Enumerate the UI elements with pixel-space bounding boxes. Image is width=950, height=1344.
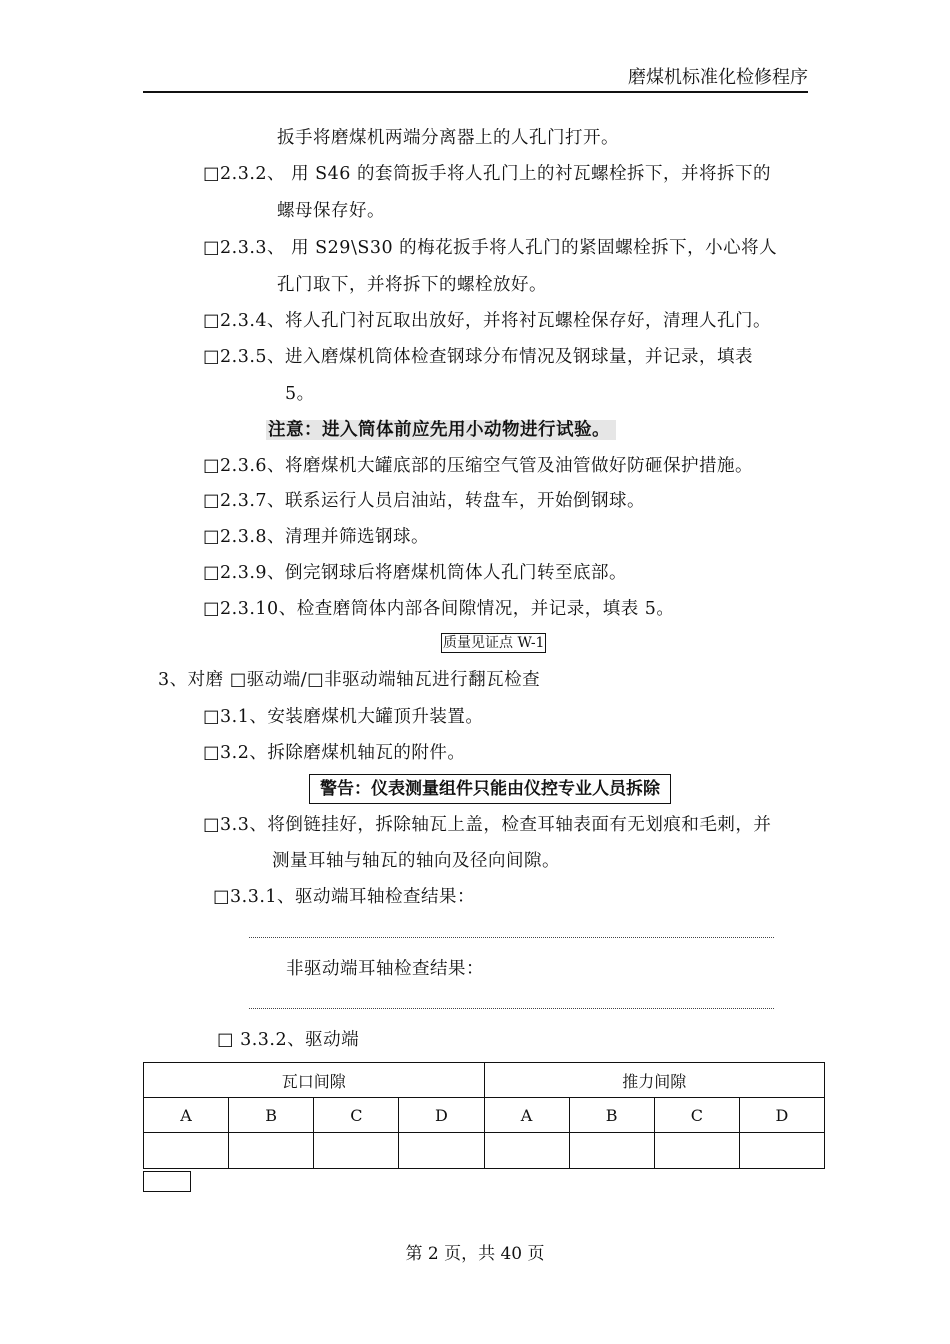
note-highlight: 注意：进入筒体前应先用小动物进行试验。 <box>266 420 616 440</box>
col-header: C <box>314 1098 399 1133</box>
header-rule <box>143 91 808 93</box>
small-box <box>143 1171 191 1192</box>
step-2-3-2-cont: 螺母保存好。 <box>277 201 385 221</box>
col-header: A <box>144 1098 229 1133</box>
drive-end-result-line <box>249 937 774 938</box>
value-cell[interactable] <box>569 1133 654 1169</box>
value-cell[interactable] <box>229 1133 314 1169</box>
step-3-3-1: □3.3.1、驱动端耳轴检查结果： <box>213 887 476 907</box>
value-cell[interactable] <box>399 1133 484 1169</box>
value-cell[interactable] <box>654 1133 739 1169</box>
step-3-3-2: □ 3.3.2、驱动端 <box>217 1030 360 1050</box>
value-cell[interactable] <box>144 1133 229 1169</box>
section-3-heading: 3、对磨 □驱动端/□非驱动端轴瓦进行翻瓦检查 <box>158 670 541 690</box>
step-2-3-9: □2.3.9、倒完钢球后将磨煤机筒体人孔门转至底部。 <box>203 563 628 583</box>
value-cell[interactable] <box>314 1133 399 1169</box>
col-header: C <box>654 1098 739 1133</box>
note-text <box>266 418 616 442</box>
col-header: D <box>399 1098 484 1133</box>
step-2-3-7: □2.3.7、联系运行人员启油站，转盘车，开始倒钢球。 <box>203 491 646 511</box>
warning-box: 警告：仪表测量组件只能由仪控专业人员拆除 <box>309 774 671 804</box>
nondrive-end-result-line <box>249 1008 774 1009</box>
step-2-3-5: □2.3.5、进入磨煤机筒体检查钢球分布情况及钢球量，并记录，填表 <box>203 347 754 367</box>
quality-witness-point: 质量见证点 W-1 <box>443 635 545 651</box>
page-footer: 第 2 页，共 40 页 <box>405 1244 545 1264</box>
step-2-3-2: □2.3.2、 用 S46 的套筒扳手将人孔门上的衬瓦螺栓拆下，并将拆下的 <box>203 164 772 184</box>
step-2-3-3: □2.3.3、 用 S29\S30 的梅花扳手将人孔门的紧固螺栓拆下，小心将人 <box>203 238 778 258</box>
col-header: B <box>569 1098 654 1133</box>
step-2-3-3-cont: 孔门取下，并将拆下的螺栓放好。 <box>277 275 547 295</box>
step-2-3-5-cont: 5。 <box>285 384 315 404</box>
nondrive-end-label: 非驱动端耳轴检查结果： <box>286 959 484 979</box>
step-3-1: □3.1、安装磨煤机大罐顶升装置。 <box>203 707 484 727</box>
col-header: B <box>229 1098 314 1133</box>
step-3-3: □3.3、将倒链挂好，拆除轴瓦上盖，检查耳轴表面有无划痕和毛刺，并 <box>203 815 772 835</box>
value-cell[interactable] <box>739 1133 824 1169</box>
col-header: D <box>739 1098 824 1133</box>
header-group-2: 推力间隙 <box>484 1063 825 1098</box>
col-header: A <box>484 1098 569 1133</box>
text-line-1: 扳手将磨煤机两端分离器上的人孔门打开。 <box>277 128 619 148</box>
step-3-2: □3.2、拆除磨煤机轴瓦的附件。 <box>203 743 466 763</box>
clearance-table <box>143 1062 825 1169</box>
header-title: 磨煤机标准化检修程序 <box>628 67 808 88</box>
step-2-3-8: □2.3.8、清理并筛选钢球。 <box>203 527 430 547</box>
value-cell[interactable] <box>484 1133 569 1169</box>
step-2-3-10: □2.3.10、检查磨筒体内部各间隙情况，并记录，填表 5。 <box>203 599 675 619</box>
step-2-3-4: □2.3.4、将人孔门衬瓦取出放好，并将衬瓦螺栓保存好，清理人孔门。 <box>203 311 772 331</box>
header-group-1: 瓦口间隙 <box>144 1063 485 1098</box>
step-3-3-cont: 测量耳轴与轴瓦的轴向及径向间隙。 <box>272 851 560 871</box>
step-2-3-6: □2.3.6、将磨煤机大罐底部的压缩空气管及油管做好防砸保护措施。 <box>203 456 754 476</box>
